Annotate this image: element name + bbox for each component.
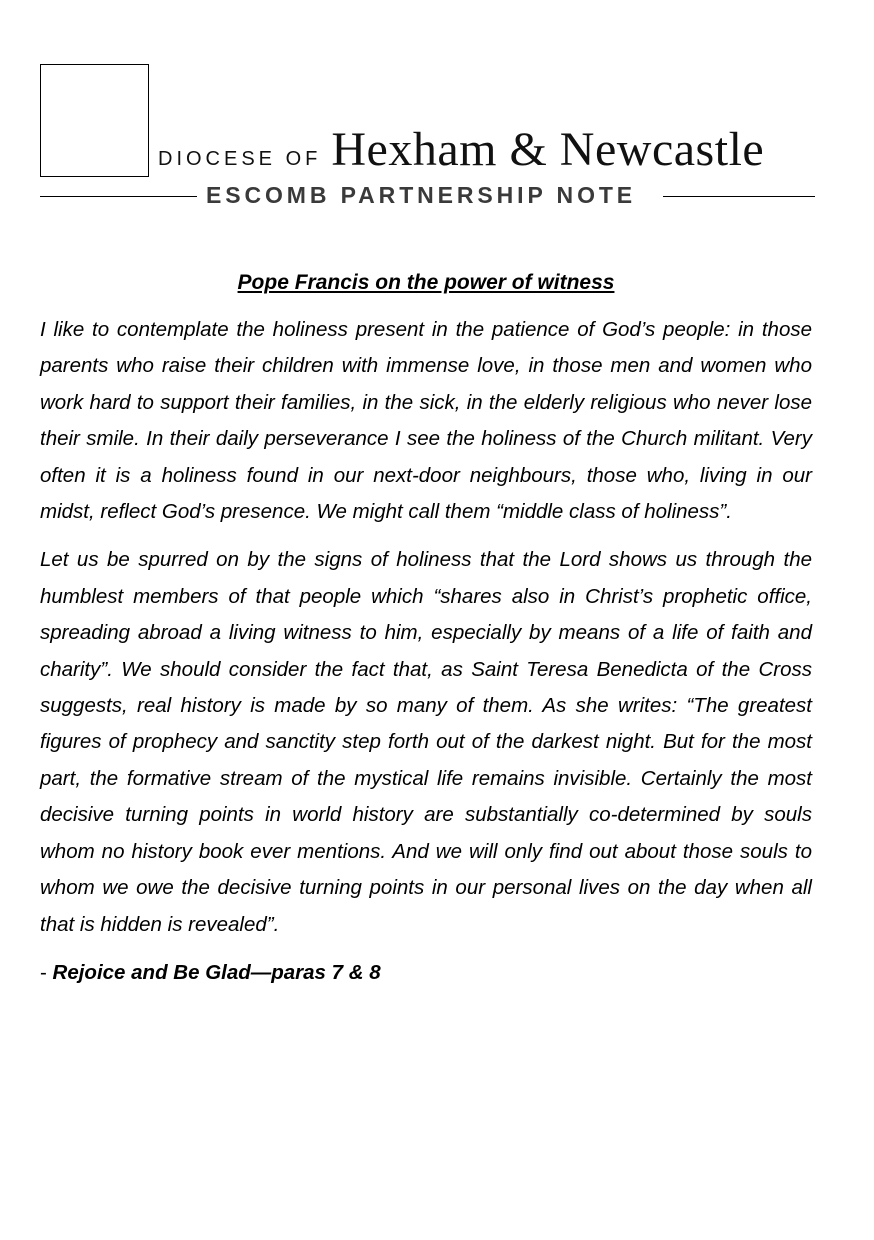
attribution-source: Rejoice and Be Glad—paras 7 & 8 xyxy=(52,960,381,984)
article-title: Pope Francis on the power of witness xyxy=(237,271,615,294)
subtitle-row xyxy=(40,181,815,213)
diocese-prefix: DIOCESE OF xyxy=(158,148,322,170)
article-paragraph: I like to contemplate the holiness present in the patience of God’s people: in those parents who raise their children with immense love, in those men and women who work hard to support their families, in the sick, in the elderly religious who never lose their smile. In their daily perseverance I see the holiness of the Church militant. Very often it is a holiness found in our next-door neighbours, those who, living in our midst, reflect God’s presence. We might call them “middle class of holiness”. xyxy=(40,318,812,524)
attribution xyxy=(40,955,812,991)
article xyxy=(40,265,812,991)
diocese-name: Hexham & Newcastle xyxy=(331,123,765,176)
divider-right xyxy=(663,196,815,197)
diocese-header xyxy=(158,122,764,177)
divider-left xyxy=(40,196,197,197)
partnership-subtitle: ESCOMB PARTNERSHIP NOTE xyxy=(206,182,637,208)
article-paragraph: Let us be spurred on by the signs of holiness that the Lord shows us through the humblest members of that people which “shares also in Christ’s prophetic office, spreading abroad a living witness to him, especially by means of a life of faith and charity”. We should consider the fact that, as Saint Teresa Benedicta of the Cross suggests, real history is made by so many of them. As she writes: “The greatest figures of prophecy and sanctity step forth out of the darkest night. But for the most part, the formative stream of the mystical life remains invisible. Certainly the most decisive turning points in world history are substantially co-determined by souls whom no history book ever mentions. And we will only find out about those souls to whom we owe the decisive turning points in our personal lives on the day when all that is hidden is revealed”. xyxy=(40,548,812,936)
attribution-dash: - xyxy=(40,960,53,984)
logo-placeholder xyxy=(40,64,149,177)
